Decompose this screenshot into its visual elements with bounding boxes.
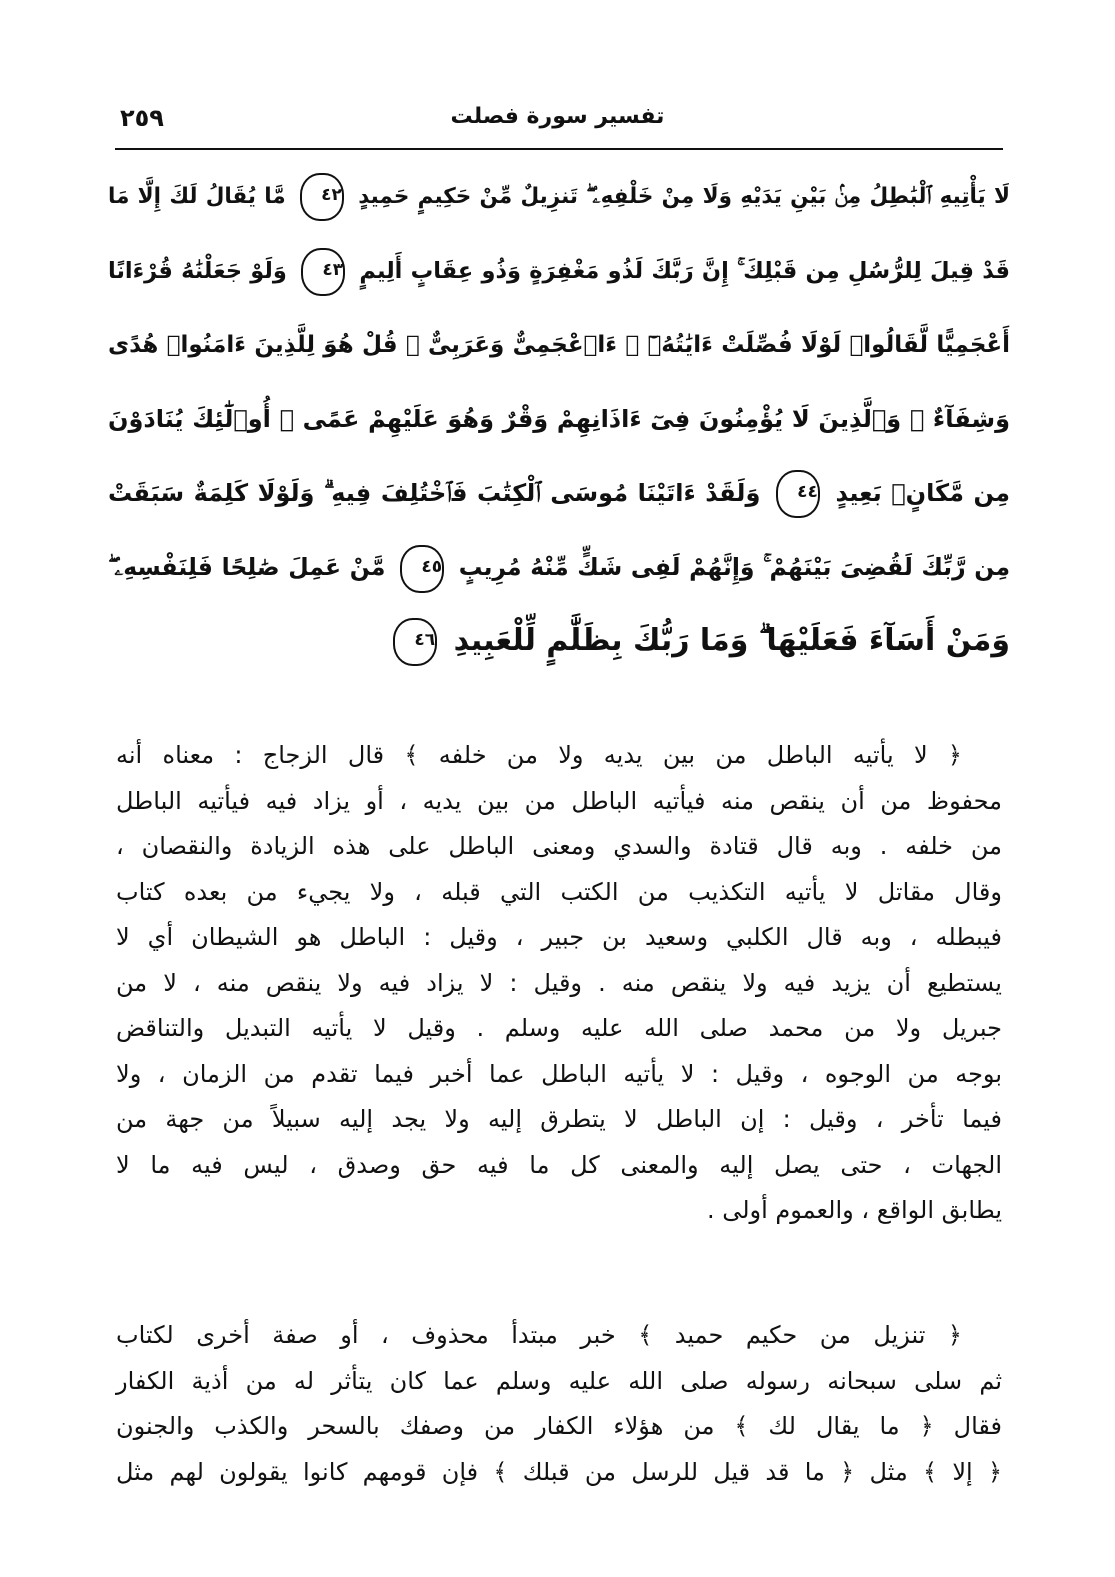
- commentary-line: بوجه من الوجوه ، وقيل : لا يأتيه الباطل عما أخبر فيما تقدم من الزمان ، ولا: [116, 1059, 1002, 1088]
- commentary-paragraph-1: [116, 733, 1002, 1234]
- verse-number-marker: ٤٤: [776, 470, 820, 518]
- commentary-line: الجهات ، حتى يصل إليه والمعنى كل ما فيه حق وصدق ، ليس فيه ما لا: [116, 1150, 1002, 1179]
- commentary-line: وقال مقاتل لا يأتيه التكذيب من الكتب التي قبله ، ولا يجيء من بعده كتاب: [116, 877, 1002, 906]
- quran-line: [108, 530, 1010, 604]
- verse-text: أَعْجَمِيًّا لَّقَالُوا۟ لَوْلَا فُصِّلَتْ ءَايَٰتُهُۥٓ ۖ ءَا۬عْجَمِىٌّ وَعَرَبِىٌّ ۗ قُلْ هُوَ لِلَّذِينَ ءَامَنُوا۟ هُدًى: [108, 332, 1010, 358]
- header-rule: [115, 148, 1003, 150]
- verse-text: وَلَقَدْ ءَاتَيْنَا مُوسَى ٱلْكِتَٰبَ فَٱخْتُلِفَ فِيهِ ۗ وَلَوْلَا كَلِمَةٌ سَبَقَتْ: [108, 479, 761, 507]
- verse-number-marker: ٤٣: [301, 248, 345, 296]
- commentary-line: يطابق الواقع ، والعموم أولى .: [706, 1196, 1002, 1224]
- verse-number-marker: ٤٥: [400, 545, 444, 593]
- verse-number-marker: ٤٦: [393, 618, 437, 666]
- verse-text: وَشِفَآءٌ ۖ وَٱلَّذِينَ لَا يُؤْمِنُونَ فِىٓ ءَاذَانِهِمْ وَقْرٌ وَهُوَ عَلَيْهِمْ عَمًى ۚ أُو۟لَٰٓئِكَ يُنَادَوْنَ: [108, 405, 1010, 433]
- commentary-line: فيبطله ، وبه قال الكلبي وسعيد بن جبير ، وقيل : الباطل هو الشيطان أي لا: [116, 923, 1002, 951]
- commentary-line: يستطيع أن يزيد فيه ولا ينقص منه . وقيل : لا يزاد فيه ولا ينقص منه ، لا من: [116, 968, 1002, 997]
- commentary-line: فقال ﴿ ما يقال لك ﴾ من هؤلاء الكفار من وصفك بالسحر والكذب والجنون: [116, 1412, 1002, 1440]
- commentary-line: محفوظ من أن ينقص منه فيأتيه الباطل من بين يديه ، أو يزاد فيه فيأتيه الباطل: [116, 786, 1002, 815]
- verse-text: مَّنْ عَمِلَ صَٰلِحًا فَلِنَفْسِهِۦ ۖ: [108, 553, 386, 581]
- quran-line: [108, 160, 1010, 234]
- commentary-line: ﴿ إلا ﴾ مثل ﴿ ما قد قيل للرسل من قبلك ﴾ فإن قومهم كانوا يقولون لهم مثل: [116, 1457, 1002, 1486]
- quran-line: [108, 456, 1010, 530]
- page-number: ٢٥٩: [120, 104, 164, 132]
- commentary-line: من خلفه . وبه قال قتادة والسدي ومعنى الباطل على هذه الزيادة والنقصان ،: [116, 832, 1002, 860]
- running-title: تفسير سورة فصلت: [450, 104, 665, 129]
- commentary-line: ثم سلى سبحانه رسوله صلى الله عليه وسلم عما كان يتأثر له من أذية الكفار: [116, 1366, 1002, 1395]
- quran-line: [108, 308, 1010, 382]
- commentary-line: ﴿ تنزيل من حكيم حميد ﴾ خبر مبتدأ محذوف ، أو صفة أخرى لكتاب: [116, 1321, 962, 1349]
- verse-text: قَدْ قِيلَ لِلرُّسُلِ مِن قَبْلِكَ ۚ إِنَّ رَبَّكَ لَذُو مَغْفِرَةٍ وَذُو عِقَابٍ أَلِيمٍ: [359, 258, 1010, 284]
- quran-verses-block: [108, 160, 1010, 678]
- page-header: [115, 100, 1000, 144]
- commentary-line: جبريل ولا من محمد صلى الله عليه وسلم . وقيل لا يأتيه التبديل والتناقض: [116, 1014, 1002, 1042]
- commentary-line: فيما تأخر ، وقيل : إن الباطل لا يتطرق إليه ولا يجد إليه سبيلاً من جهة من: [116, 1105, 1002, 1133]
- commentary-paragraph-2: [116, 1313, 1002, 1495]
- verse-number-marker: ٤٢: [300, 173, 344, 221]
- quran-line: [108, 382, 1010, 456]
- verse-text: وَلَوْ جَعَلْنَٰهُ قُرْءَانًا: [108, 258, 287, 284]
- verse-text: لَا يَأْتِيهِ ٱلْبَٰطِلُ مِنۢ بَيْنِ يَدَيْهِ وَلَا مِنْ خَلْفِهِۦ ۖ تَنزِيلٌ مِّنْ حَكِيمٍ حَمِيدٍ: [358, 184, 1010, 209]
- quran-line: [108, 234, 1010, 308]
- verse-text: وَمَنْ أَسَآءَ فَعَلَيْهَا ۗ وَمَا رَبُّكَ بِظَلَّٰمٍ لِّلْعَبِيدِ: [453, 623, 1010, 658]
- commentary-line: ﴿ لا يأتيه الباطل من بين يديه ولا من خلفه ﴾ قال الزجاج : معناه أنه: [116, 741, 962, 769]
- verse-text: مِن رَّبِّكَ لَقُضِىَ بَيْنَهُمْ ۚ وَإِنَّهُمْ لَفِى شَكٍّ مِّنْهُ مُرِيبٍ: [458, 553, 1011, 581]
- verse-text: مِن مَّكَانٍۭ بَعِيدٍ: [835, 479, 1011, 507]
- verse-text: مَّا يُقَالُ لَكَ إِلَّا مَا: [108, 184, 286, 209]
- quran-line: [108, 604, 1010, 678]
